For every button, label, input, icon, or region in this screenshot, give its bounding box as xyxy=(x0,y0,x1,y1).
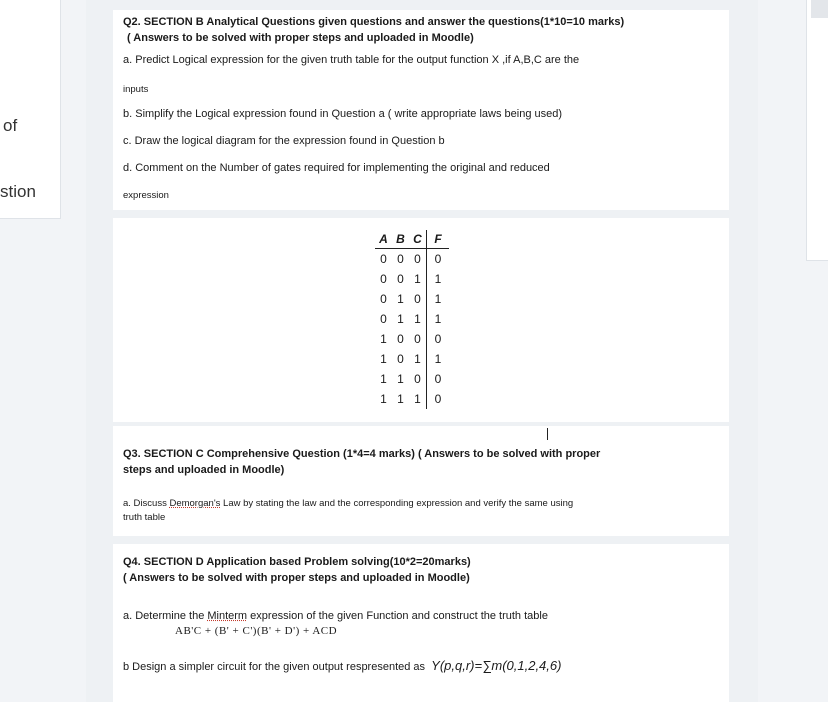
cell: 0 xyxy=(414,372,421,386)
question-4-card xyxy=(113,544,729,702)
cell: 1 xyxy=(414,312,421,326)
truth-table-header xyxy=(375,230,449,249)
cell: 1 xyxy=(427,309,450,329)
cell: 0 xyxy=(427,249,450,270)
cell: 1 xyxy=(427,269,450,289)
cell: 0 xyxy=(397,352,404,366)
cell: 1 xyxy=(397,372,404,386)
cell: 0 xyxy=(397,272,404,286)
question-3-card xyxy=(113,426,729,536)
q3-part-a xyxy=(123,498,573,509)
q4-minterm-word: Minterm xyxy=(207,610,248,622)
cell: 1 xyxy=(380,372,387,386)
right-panel-bar xyxy=(811,0,828,18)
cell: 0 xyxy=(427,329,450,349)
q3-part-a-cont: truth table xyxy=(123,512,166,523)
cell: 1 xyxy=(380,392,387,406)
q4-part-a xyxy=(123,610,548,622)
q4-a-suffix: expression of the given Function and construct the truth table xyxy=(247,610,548,622)
cell: 0 xyxy=(414,252,421,266)
q2-title: Q2. SECTION B Analytical Questions given questions and answer the questions(1*10=10 marks) xyxy=(123,16,625,28)
header-a: A xyxy=(375,230,392,249)
q2-part-a: a. Predict Logical expression for the given truth table for the output function X ,if A,B,C are the xyxy=(123,54,580,66)
q4-a-prefix: a. Determine the xyxy=(123,610,208,622)
truth-table-row xyxy=(375,249,449,270)
cell: 1 xyxy=(380,352,387,366)
q3-a-prefix: a. Discuss xyxy=(123,498,170,509)
cell: 1 xyxy=(414,352,421,366)
cell: 1 xyxy=(397,292,404,306)
cell: 0 xyxy=(380,252,387,266)
cell: 1 xyxy=(427,289,450,309)
q4-part-b xyxy=(123,658,561,673)
q4-title: Q4. SECTION D Application based Problem solving(10*2=20marks) xyxy=(123,556,471,568)
q2-part-c: c. Draw the logical diagram for the expression found in Question b xyxy=(123,135,445,147)
q2-part-d-cont: expression xyxy=(123,190,169,201)
question-2-card xyxy=(113,10,729,210)
cell: 0 xyxy=(414,292,421,306)
q2-part-d: d. Comment on the Number of gates required for implementing the original and reduced xyxy=(123,162,550,174)
q4-b-formula: Y(p,q,r)=∑m(0,1,2,4,6) xyxy=(431,658,562,673)
cell: 1 xyxy=(380,332,387,346)
cell: 0 xyxy=(427,389,450,409)
truth-table-row xyxy=(375,309,449,329)
cell: 0 xyxy=(397,252,404,266)
truth-table-card xyxy=(113,218,729,422)
cell: 1 xyxy=(397,392,404,406)
q4-subtitle: ( Answers to be solved with proper steps and uploaded in Moodle) xyxy=(123,572,470,584)
q3-demorgan-word: Demorgan's xyxy=(169,498,221,509)
left-side-panel xyxy=(0,0,61,219)
q3-a-suffix: Law by stating the law and the corresponding expression and verify the same using xyxy=(220,498,574,509)
cell: 0 xyxy=(414,332,421,346)
cell: 0 xyxy=(397,332,404,346)
truth-table-row xyxy=(375,289,449,309)
q3-title: Q3. SECTION C Comprehensive Question (1*4=4 marks) ( Answers to be solved with proper xyxy=(123,448,601,460)
document-page xyxy=(86,0,758,702)
header-c: C xyxy=(409,230,427,249)
cell: 1 xyxy=(397,312,404,326)
cell: 0 xyxy=(380,292,387,306)
cell: 1 xyxy=(427,349,450,369)
left-text-fragment: stion xyxy=(0,182,36,201)
truth-table xyxy=(375,230,449,409)
truth-table-row xyxy=(375,329,449,349)
truth-table-row xyxy=(375,349,449,369)
cell: 0 xyxy=(380,272,387,286)
header-b: B xyxy=(392,230,409,249)
cell: 0 xyxy=(380,312,387,326)
truth-table-row xyxy=(375,269,449,289)
cell: 1 xyxy=(414,272,421,286)
text-cursor xyxy=(547,428,548,440)
right-side-panel xyxy=(806,0,828,261)
header-f: F xyxy=(427,230,450,249)
truth-table-row xyxy=(375,369,449,389)
cell: 1 xyxy=(414,392,421,406)
q2-subtitle: ( Answers to be solved with proper steps and uploaded in Moodle) xyxy=(127,32,474,44)
q4-b-text: b Design a simpler circuit for the given output respresented as xyxy=(123,661,426,673)
q2-part-b: b. Simplify the Logical expression found in Question a ( write appropriate laws being used) xyxy=(123,108,563,120)
q3-title-cont: steps and uploaded in Moodle) xyxy=(123,464,285,476)
q4-a-formula: AB'C + (B' + C')(B' + D') + ACD xyxy=(175,625,338,637)
left-text-fragment: of xyxy=(3,116,18,135)
truth-table-row xyxy=(375,389,449,409)
cell: 0 xyxy=(427,369,450,389)
q2-part-a-cont: inputs xyxy=(123,84,149,95)
